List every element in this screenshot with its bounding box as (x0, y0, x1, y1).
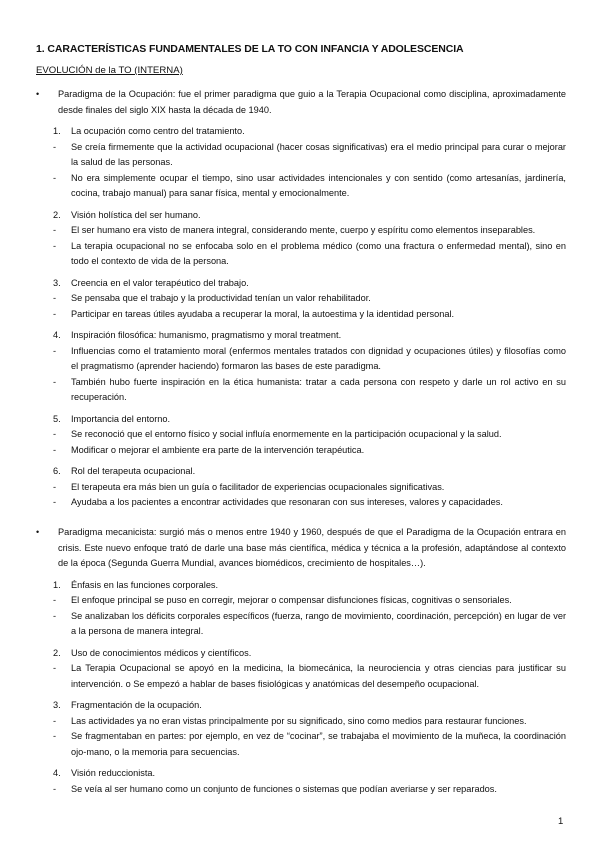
paradigm-intro-text: Paradigma de la Ocupación: fue el primer paradigma que guio a la Terapia Ocupacional como disciplina, aproximadamente desde finales del siglo XIX hasta la década de 1940. (58, 89, 566, 115)
list-item (36, 344, 566, 375)
section-heading (36, 646, 566, 662)
section-number: 3. (53, 277, 61, 288)
paradigm-intro (36, 525, 566, 572)
list-item-text: Se analizaban los déficits corporales específicos (fuerza, rango de movimiento, coordinación, percepción) en lugar de ver a la persona de manera integral. (71, 610, 566, 636)
dash-icon: - (53, 444, 57, 455)
dash-icon: - (53, 715, 57, 726)
list-item (36, 223, 566, 239)
section-title: Uso de conocimientos médicos y científicos. (71, 647, 252, 658)
list-item-text: La terapia ocupacional no se enfocaba solo en el problema médico (como una fractura o enfermedad mental), sino en todo el contexto de vida de la persona. (71, 240, 566, 266)
paradigm-intro (36, 87, 566, 118)
dash-icon: - (53, 240, 57, 251)
numbered-section (36, 578, 566, 640)
list-item (36, 593, 566, 609)
numbered-section (36, 698, 566, 760)
bullet-icon: • (36, 89, 40, 99)
section-number: 2. (53, 209, 61, 220)
numbered-section (36, 276, 566, 323)
numbered-section (36, 328, 566, 406)
numbered-section (36, 208, 566, 270)
section-title: Énfasis en las funciones corporales. (71, 579, 219, 590)
dash-icon: - (53, 497, 57, 507)
list-item (36, 495, 566, 511)
list-item-text: Se fragmentaban en partes: por ejemplo, en vez de “cocinar”, se trabajaba el movimiento de la muñeca, la coordinación ojo-mano, o la memoria para secuencias. (71, 731, 566, 757)
list-item-text: El enfoque principal se puso en corregir, mejorar o compensar disfunciones físicas, cognitivas o sensoriales. (71, 595, 512, 605)
list-item-text: Se creía firmemente que la actividad ocupacional (hacer cosas significativas) era el medio principal para curar o mejorar la salud de las personas. (71, 141, 566, 167)
dash-icon: - (53, 172, 57, 183)
dash-icon: - (53, 663, 57, 673)
list-item-text: Modificar o mejorar el ambiente era parte de la intervención terapéutica. (71, 444, 365, 455)
list-item (36, 729, 566, 760)
section-heading (36, 698, 566, 714)
list-item (36, 480, 566, 496)
numbered-section (36, 646, 566, 693)
section-subtitle: EVOLUCIÓN de la TO (INTERNA) (36, 65, 183, 76)
dash-icon: - (53, 429, 57, 439)
section-heading (36, 124, 566, 140)
section-title: Rol del terapeuta ocupacional. (71, 466, 196, 476)
section-number: 5. (53, 413, 61, 424)
section-number: 1. (53, 126, 61, 136)
section-title: La ocupación como centro del tratamiento. (71, 126, 245, 136)
bullet-icon: • (36, 527, 40, 537)
paradigm-block (36, 87, 566, 511)
list-item-text: Se pensaba que el trabajo y la productividad tenían un valor rehabilitador. (71, 293, 371, 303)
list-item (36, 171, 566, 202)
list-item-text: Se reconoció que el entorno físico y social influía enormemente en la participación ocupacional y la salud. (71, 429, 502, 439)
section-number: 4. (53, 330, 61, 340)
section-heading (36, 578, 566, 594)
dash-icon: - (53, 141, 57, 152)
list-item-text: La Terapia Ocupacional se apoyó en la medicina, la biomecánica, la neurociencia y otras ciencias para justificar su intervención. o Se empezó a hablar de bases fisiológicas y anatómicas del desempeño ocupacional. (71, 663, 566, 689)
dash-icon: - (53, 783, 57, 794)
list-item (36, 291, 566, 307)
list-item-text: También hubo fuerte inspiración en la ética humanista: tratar a cada persona con respeto y darle un rol activo en su recuperación. (71, 376, 566, 402)
section-number: 1. (53, 579, 61, 590)
section-title: Fragmentación de la ocupación. (71, 700, 202, 710)
section-number: 3. (53, 700, 61, 710)
section-heading (36, 766, 566, 782)
list-item (36, 375, 566, 406)
section-heading (36, 208, 566, 224)
section-title: Visión holística del ser humano. (71, 209, 201, 220)
numbered-section (36, 124, 566, 202)
list-item (36, 307, 566, 323)
list-item (36, 239, 566, 270)
section-heading (36, 328, 566, 344)
dash-icon: - (53, 376, 57, 387)
dash-icon: - (53, 731, 57, 741)
list-item-text: El terapeuta era más bien un guía o facilitador de experiencias ocupacionales significativas. (71, 481, 445, 492)
list-item-text: Ayudaba a los pacientes a encontrar actividades que resonaran con sus intereses, valores y capacidades. (71, 497, 503, 507)
list-item (36, 609, 566, 640)
section-number: 2. (53, 647, 61, 658)
list-item-text: Las actividades ya no eran vistas principalmente por su significado, sino como medios para restaurar funciones. (71, 715, 527, 726)
list-item-text: Influencias como el tratamiento moral (enfermos mentales tratados con dignidad y ocupaciones útiles) y filosofías como el pragmatismo (aprender haciendo) formaron las bases de este paradigma. (71, 345, 566, 371)
paradigm-intro-text: Paradigma mecanicista: surgió más o menos entre 1940 y 1960, después de que el Paradigma de la Ocupación entrara en crisis. Este nuevo enfoque trató de darle una base más científica, médica y técnica a la profesión, adaptándose al contexto de la época (Segunda Guerra Mundial, avances biomédicos, crecimiento de hospitales…). (58, 527, 566, 568)
section-number: 6. (53, 466, 61, 476)
numbered-section (36, 464, 566, 511)
section-heading (36, 412, 566, 428)
dash-icon: - (53, 345, 57, 356)
list-item (36, 661, 566, 692)
dash-icon: - (53, 308, 57, 319)
list-item-text: No era simplemente ocupar el tiempo, sino usar actividades intencionales y con sentido (como artesanías, jardinería, cocina, trabajo manual) para sanar física, mental y emocionalmente. (71, 172, 566, 198)
section-title: Inspiración filosófica: humanismo, pragmatismo y moral treatment. (71, 330, 342, 340)
list-item-text: El ser humano era visto de manera integral, considerando mente, cuerpo y espíritu como elementos inseparables. (71, 225, 536, 235)
section-heading (36, 276, 566, 292)
list-item-text: Participar en tareas útiles ayudaba a recuperar la moral, la autoestima y la identidad personal. (71, 308, 455, 319)
section-title: Importancia del entorno. (71, 413, 171, 424)
numbered-section (36, 412, 566, 459)
dash-icon: - (53, 293, 57, 303)
list-item (36, 714, 566, 730)
dash-icon: - (53, 481, 57, 492)
list-item (36, 443, 566, 459)
list-item (36, 427, 566, 443)
list-item-text: Se veía al ser humano como un conjunto de funciones o sistemas que podían averiarse y ser reparados. (71, 783, 497, 794)
dash-icon: - (53, 595, 57, 605)
section-title: Creencia en el valor terapéutico del trabajo. (71, 277, 249, 288)
page-number: 1 (558, 816, 564, 827)
section-heading (36, 464, 566, 480)
list-item (36, 782, 566, 798)
document-title: 1. CARACTERÍSTICAS FUNDAMENTALES DE LA TO CON INFANCIA Y ADOLESCENCIA (36, 43, 464, 55)
list-item (36, 140, 566, 171)
dash-icon: - (53, 225, 57, 235)
section-title: Visión reduccionista. (71, 768, 156, 778)
paradigm-block (36, 525, 566, 797)
numbered-section (36, 766, 566, 797)
dash-icon: - (53, 610, 57, 621)
section-number: 4. (53, 768, 61, 778)
